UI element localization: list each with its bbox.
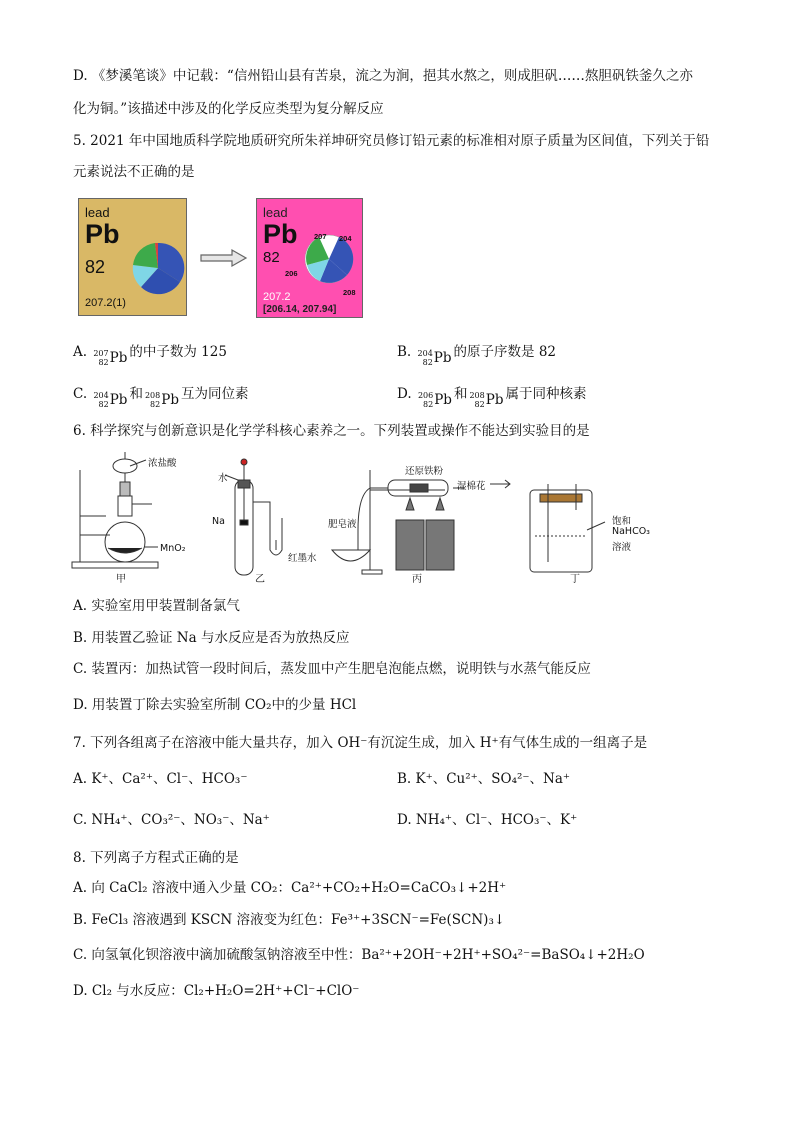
element-symbol: Pb bbox=[85, 219, 120, 249]
q8-option-b[interactable]: B. FeCl₃ 溶液遇到 KSCN 溶液变为红色：Fe³⁺+3SCN⁻=Fe(SCN)₃↓ bbox=[73, 912, 506, 928]
nuclide-pb208: 208 82 Pb bbox=[469, 391, 504, 409]
q5-option-a[interactable]: A. 207 82 Pb 的中子数为 125 bbox=[73, 344, 227, 367]
nuclide-pb208: 208 82 Pb bbox=[144, 391, 179, 409]
atomic-mass: 207.2 bbox=[263, 291, 291, 303]
mass-interval: [206.14, 207.94] bbox=[263, 304, 337, 315]
q6-option-a[interactable]: A. 实验室用甲装置制备氯气 bbox=[73, 598, 240, 614]
label-mno2: MnO₂ bbox=[160, 543, 186, 554]
pie-label-207: 207 bbox=[314, 232, 327, 241]
q7-stem: 7. 下列各组离子在溶液中能大量共存，加入 OH⁻有沉淀生成，加入 H⁺有气体生成的一组离子是 bbox=[73, 735, 648, 751]
q8-option-d[interactable]: D. Cl₂ 与水反应：Cl₂+H₂O=2H⁺+Cl⁻+ClO⁻ bbox=[73, 983, 360, 999]
element-name: lead bbox=[263, 205, 288, 220]
atomic-number: 82 bbox=[263, 249, 280, 266]
q8-stem: 8. 下列离子方程式正确的是 bbox=[73, 850, 239, 866]
label-iron-powder: 还原铁粉 bbox=[405, 466, 444, 477]
apparatus-figure bbox=[70, 450, 650, 590]
option-label: A. bbox=[73, 344, 88, 360]
element-name: lead bbox=[85, 205, 110, 220]
q7-option-b[interactable]: B. K⁺、Cu²⁺、SO₄²⁻、Na⁺ bbox=[397, 771, 571, 787]
nuclide-pb207: 207 82 Pb bbox=[93, 349, 128, 367]
q6-option-c[interactable]: C. 装置丙：加热试管一段时间后，蒸发皿中产生肥皂泡能点燃，说明铁与水蒸气能反应 bbox=[73, 661, 591, 677]
label-saturated: 饱和 bbox=[612, 516, 632, 527]
caption-jia: 甲 bbox=[116, 574, 126, 585]
pie-label-206: 206 bbox=[285, 269, 298, 278]
q7-option-d[interactable]: D. NH₄⁺、Cl⁻、HCO₃⁻、K⁺ bbox=[397, 812, 578, 828]
nuclide-pb204: 204 82 Pb bbox=[93, 391, 128, 409]
pie-label-204: 204 bbox=[339, 234, 352, 243]
label-wet-cotton: 湿棉花 bbox=[457, 481, 486, 492]
q4-option-d-line2: 化为铜。”该描述中涉及的化学反应类型为复分解反应 bbox=[73, 101, 384, 117]
q5-option-b[interactable]: B. 204 82 Pb 的原子序数是 82 bbox=[397, 344, 557, 367]
q5-option-d[interactable]: D. 206 82 Pb 和 208 82 Pb 属于同种核素 bbox=[397, 386, 587, 409]
caption-yi: 乙 bbox=[255, 574, 265, 585]
apparatus-yi bbox=[225, 459, 282, 575]
option-label: C. bbox=[73, 386, 88, 402]
caption-bing: 丙 bbox=[412, 574, 422, 585]
label-nahco3: NaHCO₃ bbox=[612, 526, 650, 537]
q8-option-c[interactable]: C. 向氢氧化钡溶液中滴加硫酸氢钠溶液至中性：Ba²⁺+2OH⁻+2H⁺+SO₄²⁻=BaSO₄↓+2H₂O bbox=[73, 947, 645, 963]
label-soap: 肥皂液 bbox=[328, 519, 357, 530]
atomic-mass: 207.2(1) bbox=[85, 297, 126, 309]
atomic-number: 82 bbox=[85, 257, 106, 277]
label-water: 水 bbox=[218, 473, 228, 484]
nuclide-pb206: 206 82 Pb bbox=[417, 391, 452, 409]
label-na: Na bbox=[212, 516, 225, 527]
lead-cell-new bbox=[256, 198, 363, 318]
label-red-ink: 红墨水 bbox=[288, 553, 317, 564]
q5-option-c[interactable]: C. 204 82 Pb 和 208 82 Pb 互为同位素 bbox=[73, 386, 249, 409]
q6-option-b[interactable]: B. 用装置乙验证 Na 与水反应是否为放热反应 bbox=[73, 630, 350, 646]
apparatus-jia bbox=[72, 452, 158, 568]
option-label: D. bbox=[397, 386, 412, 402]
lead-cell-old bbox=[78, 198, 187, 316]
label-solution: 溶液 bbox=[612, 542, 632, 553]
pie-label-208: 208 bbox=[343, 288, 356, 297]
nuclide-pb204: 204 82 Pb bbox=[417, 349, 452, 367]
apparatus-ding bbox=[490, 480, 605, 572]
q7-option-a[interactable]: A. K⁺、Ca²⁺、Cl⁻、HCO₃⁻ bbox=[73, 771, 248, 787]
q7-option-c[interactable]: C. NH₄⁺、CO₃²⁻、NO₃⁻、Na⁺ bbox=[73, 812, 270, 828]
co2-formula: CO₂ bbox=[244, 697, 272, 713]
q8-option-a[interactable]: A. 向 CaCl₂ 溶液中通入少量 CO₂：Ca²⁺+CO₂+H₂O=CaCO₃↓+2H⁺ bbox=[73, 880, 507, 896]
element-symbol: Pb bbox=[263, 219, 298, 249]
isotope-pie-old bbox=[131, 239, 185, 297]
label-conc-hcl: 浓盐酸 bbox=[148, 458, 177, 469]
q5-stem-line1: 5. 2021 年中国地质科学院地质研究所朱祥坤研究员修订铅元素的标准相对原子质量为区间值，下列关于铅 bbox=[73, 133, 710, 149]
q6-option-d[interactable]: D. 用装置丁除去实验室所制 CO₂中的少量 HCl bbox=[73, 697, 357, 713]
arrow-right-icon bbox=[200, 248, 248, 268]
q4-option-d-line1: D. 《梦溪笔谈》中记载：“信州铅山县有苦泉，流之为涧，挹其水熬之，则成胆矾……熬胆矾铁釜久之亦 bbox=[73, 68, 693, 84]
q5-stem-line2: 元素说法不正确的是 bbox=[73, 164, 195, 180]
q6-stem: 6. 科学探究与创新意识是化学学科核心素养之一。下列装置或操作不能达到实验目的是 bbox=[73, 423, 590, 439]
caption-ding: 丁 bbox=[570, 574, 580, 585]
option-label: B. bbox=[397, 344, 412, 360]
